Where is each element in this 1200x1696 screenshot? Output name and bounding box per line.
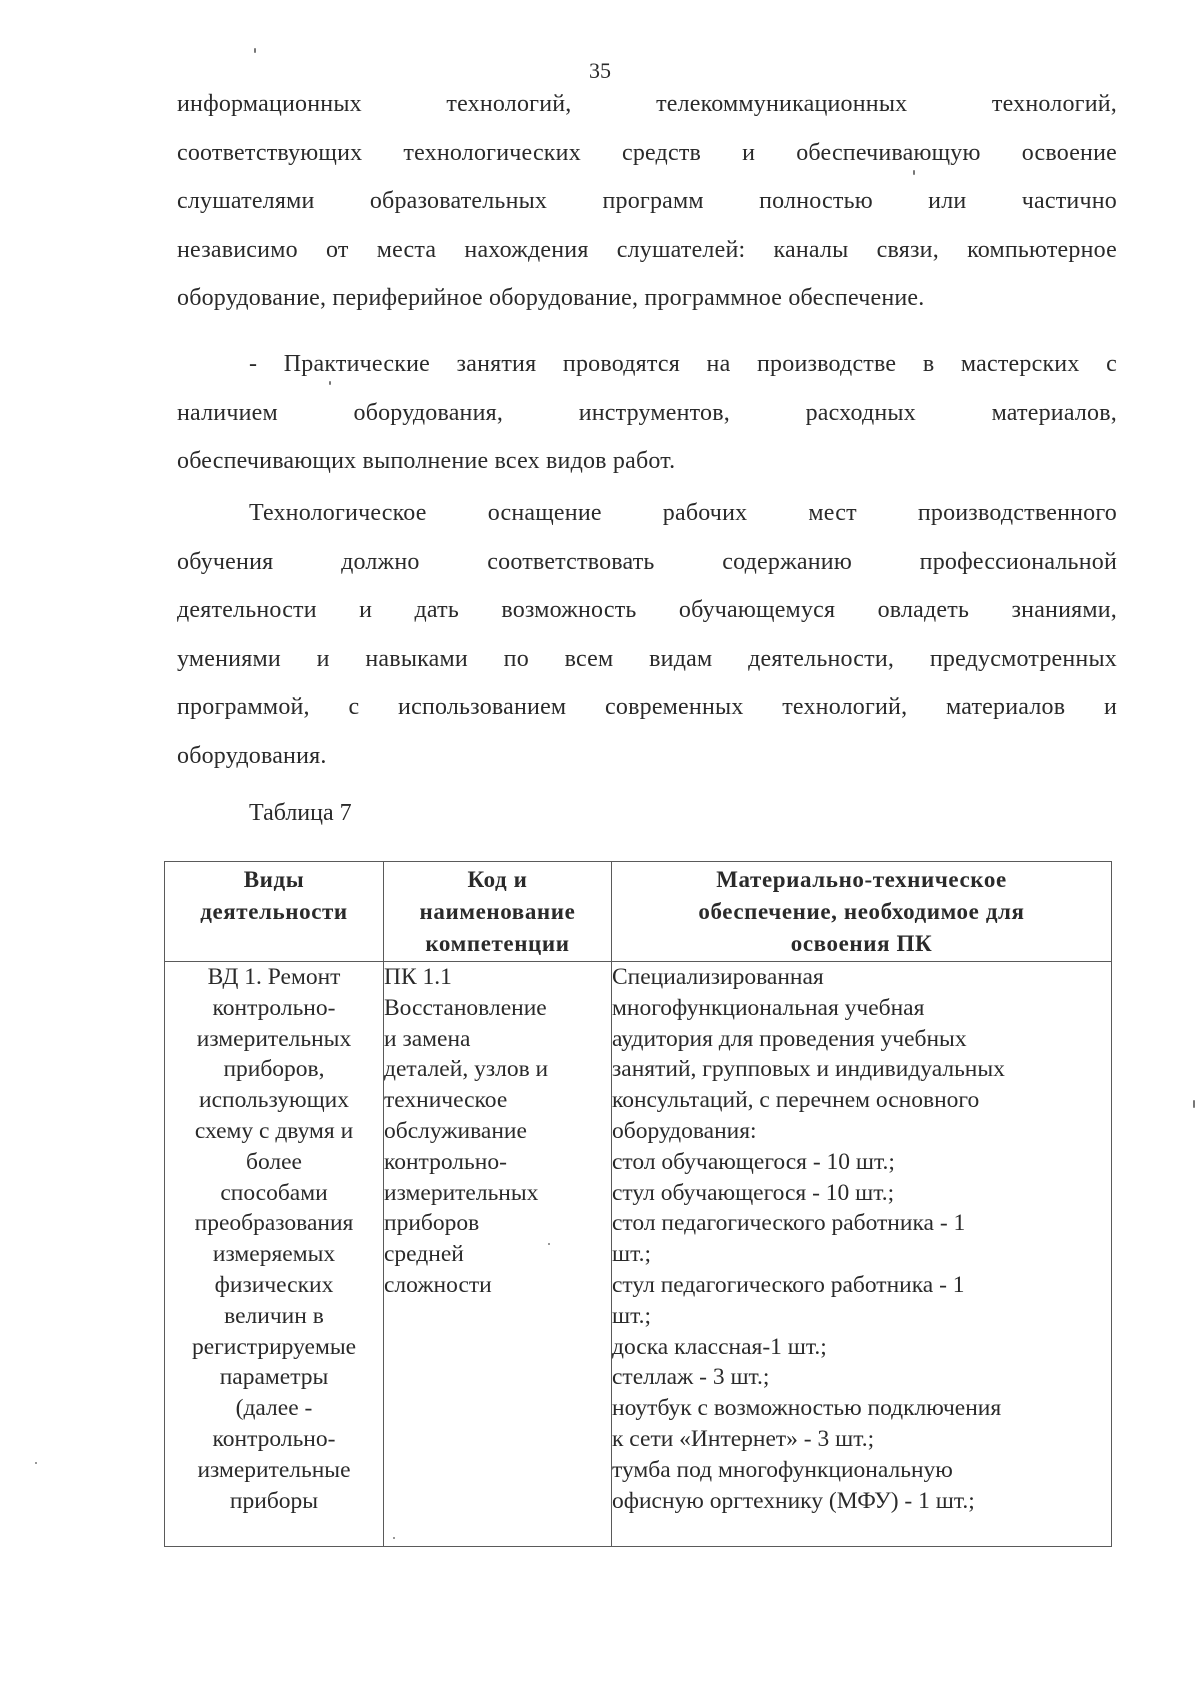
header-line: освоения ПК bbox=[790, 931, 933, 956]
paragraph-line: деятельности и дать возможность обучающемуся овладеть знаниями, bbox=[177, 597, 1117, 623]
header-line: Виды bbox=[243, 867, 305, 892]
table-row bbox=[165, 962, 1112, 1547]
scan-speck bbox=[548, 1243, 550, 1245]
paragraph-line: программой, с использованием современных технологий, материалов и bbox=[177, 694, 1117, 720]
paragraph-line: умениями и навыками по всем видам деятельности, предусмотренных bbox=[177, 645, 1117, 672]
cell-line: параметры bbox=[219, 1364, 329, 1391]
table-header-row bbox=[165, 862, 1112, 962]
cell-line: ПК 1.1 bbox=[384, 964, 452, 990]
cell-line: ВД 1. Ремонт bbox=[207, 964, 341, 990]
paragraph-line: соответствующих технологических средств и обеспечивающую освоение bbox=[177, 139, 1117, 166]
cell-line: величин в bbox=[224, 1302, 324, 1329]
scan-speck bbox=[254, 48, 256, 53]
cell-line: Специализированная bbox=[612, 964, 824, 990]
paragraph-line: Технологическое оснащение рабочих мест производственного bbox=[249, 500, 1117, 526]
cell-line: приборов bbox=[384, 1210, 480, 1237]
cell-line: многофункциональная учебная bbox=[612, 994, 925, 1021]
cell-line: контрольно- bbox=[212, 1425, 336, 1452]
paragraph-line: оборудования. bbox=[177, 742, 327, 769]
cell-line: контрольно- bbox=[384, 1148, 507, 1175]
cell-line: деталей, узлов и bbox=[384, 1056, 549, 1083]
cell-line: ноутбук с возможностью подключения bbox=[612, 1395, 1002, 1422]
cell-line: занятий, групповых и индивидуальных bbox=[612, 1056, 1005, 1083]
paragraph-line: - Практические занятия проводятся на производстве в мастерских с bbox=[249, 351, 1117, 377]
cell-line: схему с двумя и bbox=[194, 1117, 354, 1144]
header-line: обеспечение, необходимое для bbox=[698, 899, 1025, 924]
equipment-table bbox=[164, 861, 1112, 1547]
header-line: деятельности bbox=[200, 899, 348, 924]
cell-line: консультаций, с перечнем основного bbox=[612, 1087, 980, 1114]
cell-line: измерительных bbox=[384, 1179, 539, 1206]
cell-competence bbox=[384, 962, 612, 1547]
cell-line: способами bbox=[220, 1179, 328, 1206]
cell-line: приборов, bbox=[223, 1056, 325, 1083]
paragraph-line: слушателями образовательных программ полностью или частично bbox=[177, 188, 1117, 214]
paragraph-line: обеспечивающих выполнение всех видов работ. bbox=[177, 448, 676, 474]
header-activity-types bbox=[165, 862, 384, 962]
cell-line: тумба под многофункциональную bbox=[612, 1456, 953, 1483]
page-number: 35 bbox=[589, 58, 611, 83]
paragraph-line: оборудование, периферийное оборудование, программное обеспечение. bbox=[177, 285, 925, 311]
header-line: наименование bbox=[419, 899, 576, 924]
cell-line: сложности bbox=[384, 1271, 492, 1298]
cell-line: измерительных bbox=[196, 1025, 352, 1052]
cell-line: шт.; bbox=[612, 1302, 652, 1329]
cell-line: и замена bbox=[384, 1025, 471, 1052]
cell-line: преобразования bbox=[194, 1210, 354, 1237]
paragraph-ict-infrastructure bbox=[177, 80, 1117, 323]
cell-line: измеряемых bbox=[212, 1241, 336, 1268]
cell-line: к сети «Интернет» - 3 шт.; bbox=[612, 1425, 875, 1452]
cell-line: стул педагогического работника - 1 bbox=[612, 1271, 965, 1298]
header-line: Код и bbox=[467, 867, 528, 892]
cell-activity bbox=[165, 962, 384, 1547]
cell-line: регистрируемые bbox=[191, 1333, 357, 1360]
cell-line: Восстановление bbox=[384, 994, 547, 1021]
header-competence-code bbox=[384, 862, 612, 962]
paragraph-line: независимо от места нахождения слушателей: каналы связи, компьютерное bbox=[177, 236, 1117, 263]
cell-line: использующих bbox=[199, 1087, 349, 1114]
paragraph-practical-classes bbox=[177, 340, 1117, 486]
cell-line: более bbox=[246, 1148, 302, 1175]
scan-speck bbox=[329, 381, 331, 385]
cell-line: техническое bbox=[384, 1087, 508, 1114]
cell-line: аудитория для проведения учебных bbox=[612, 1025, 967, 1052]
cell-line: стеллаж - 3 шт.; bbox=[612, 1364, 770, 1391]
cell-line: обслуживание bbox=[384, 1117, 527, 1144]
cell-line: средней bbox=[384, 1241, 464, 1268]
cell-line: стол обучающегося - 10 шт.; bbox=[612, 1148, 895, 1175]
header-line: Материально-техническое bbox=[716, 867, 1007, 892]
cell-line: измерительные bbox=[197, 1456, 351, 1483]
scan-speck bbox=[393, 1537, 395, 1539]
table-caption: Таблица 7 bbox=[249, 800, 352, 826]
cell-line: офисную оргтехнику (МФУ) - 1 шт.; bbox=[612, 1487, 975, 1514]
paragraph-line: наличием оборудования, инструментов, расходных материалов, bbox=[177, 399, 1117, 426]
paragraph-line: информационных технологий, телекоммуникационных технологий, bbox=[177, 91, 1117, 117]
header-line: компетенции bbox=[425, 931, 570, 956]
cell-line: стол педагогического работника - 1 bbox=[612, 1210, 966, 1237]
cell-line: оборудования: bbox=[612, 1117, 757, 1144]
scan-speck bbox=[1193, 1100, 1195, 1108]
cell-line: (далее - bbox=[235, 1395, 313, 1422]
cell-line: шт.; bbox=[612, 1241, 652, 1268]
cell-line: физических bbox=[214, 1271, 334, 1298]
cell-line: стул обучающегося - 10 шт.; bbox=[612, 1179, 895, 1206]
paragraph-workplace-equipment bbox=[177, 489, 1117, 780]
paragraph-line: обучения должно соответствовать содержанию профессиональной bbox=[177, 548, 1117, 575]
scan-speck bbox=[913, 170, 915, 175]
cell-equipment bbox=[612, 962, 1112, 1547]
header-material-support bbox=[612, 862, 1112, 962]
cell-line: контрольно- bbox=[212, 994, 336, 1021]
scan-speck bbox=[35, 1462, 37, 1464]
cell-line: доска классная-1 шт.; bbox=[612, 1333, 827, 1360]
cell-line: приборы bbox=[229, 1487, 319, 1514]
